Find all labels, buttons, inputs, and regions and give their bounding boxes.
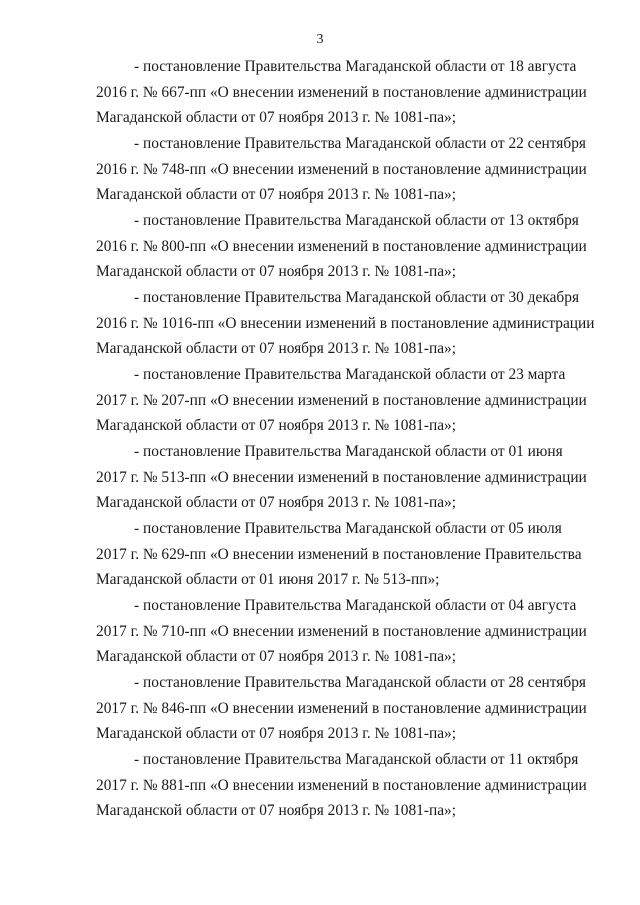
item-line: Магаданской области от 07 ноября 2013 г. № 1081-па»; [96,417,457,435]
item-line: - постановление Правительства Магаданской области от 18 августа [134,58,577,75]
item-line: Магаданской области от 07 ноября 2013 г. № 1081-па»; [96,494,457,512]
item-line: - постановление Правительства Магаданской области от 30 декабря [134,289,580,306]
list-item [96,670,587,747]
page-number: 3 [316,32,324,47]
item-line: 2017 г. № 207-пп «О внесении изменений в постановление администрации [96,391,587,409]
item-line: - постановление Правительства Магаданской области от 13 октября [134,212,579,229]
list-item [96,362,587,439]
item-line: 2017 г. № 846-пп «О внесении изменений в постановление администрации [96,699,587,717]
item-line: - постановление Правительства Магаданской области от 04 августа [134,597,577,614]
item-line: Магаданской области от 07 ноября 2013 г. № 1081-па»; [96,186,457,204]
item-line: Магаданской области от 07 ноября 2013 г. № 1081-па»; [96,648,457,666]
item-line: 2017 г. № 629-пп «О внесении изменений в постановление Правительства [96,545,582,563]
item-line: 2017 г. № 881-пп «О внесении изменений в постановление администрации [96,776,587,794]
item-line: Магаданской области от 07 ноября 2013 г. № 1081-па»; [96,725,457,743]
item-line: - постановление Правительства Магаданской области от 23 марта [134,366,566,383]
item-line: Магаданской области от 07 ноября 2013 г. № 1081-па»; [96,263,457,281]
list-item [96,285,595,362]
list-item [96,131,587,208]
item-line: - постановление Правительства Магаданской области от 28 сентября [134,674,586,691]
item-line: 2016 г. № 800-пп «О внесении изменений в постановление администрации [96,237,587,255]
item-line: Магаданской области от 01 июня 2017 г. № 513-пп»; [96,571,440,589]
list-item [96,516,582,593]
item-line: - постановление Правительства Магаданской области от 11 октября [134,751,579,768]
item-line: - постановление Правительства Магаданской области от 22 сентября [134,135,586,152]
item-line: Магаданской области от 07 ноября 2013 г. № 1081-па»; [96,802,457,820]
item-line: Магаданской области от 07 ноября 2013 г. № 1081-па»; [96,340,457,358]
list-item [96,593,587,670]
item-line: 2016 г. № 667-пп «О внесении изменений в постановление администрации [96,83,587,101]
list-item [96,439,587,516]
item-line: Магаданской области от 07 ноября 2013 г. № 1081-па»; [96,109,457,127]
item-line: 2017 г. № 513-пп «О внесении изменений в постановление администрации [96,468,587,486]
item-line: - постановление Правительства Магаданской области от 01 июня [134,443,563,460]
item-line: - постановление Правительства Магаданской области от 05 июля [134,520,562,537]
list-item [96,747,587,824]
item-line: 2016 г. № 748-пп «О внесении изменений в постановление администрации [96,160,587,178]
list-item [96,208,587,285]
list-item [96,54,587,131]
item-line: 2017 г. № 710-пп «О внесении изменений в постановление администрации [96,622,587,640]
item-line: 2016 г. № 1016-пп «О внесении изменений в постановление администрации [96,314,595,332]
resolution-list [96,54,595,824]
